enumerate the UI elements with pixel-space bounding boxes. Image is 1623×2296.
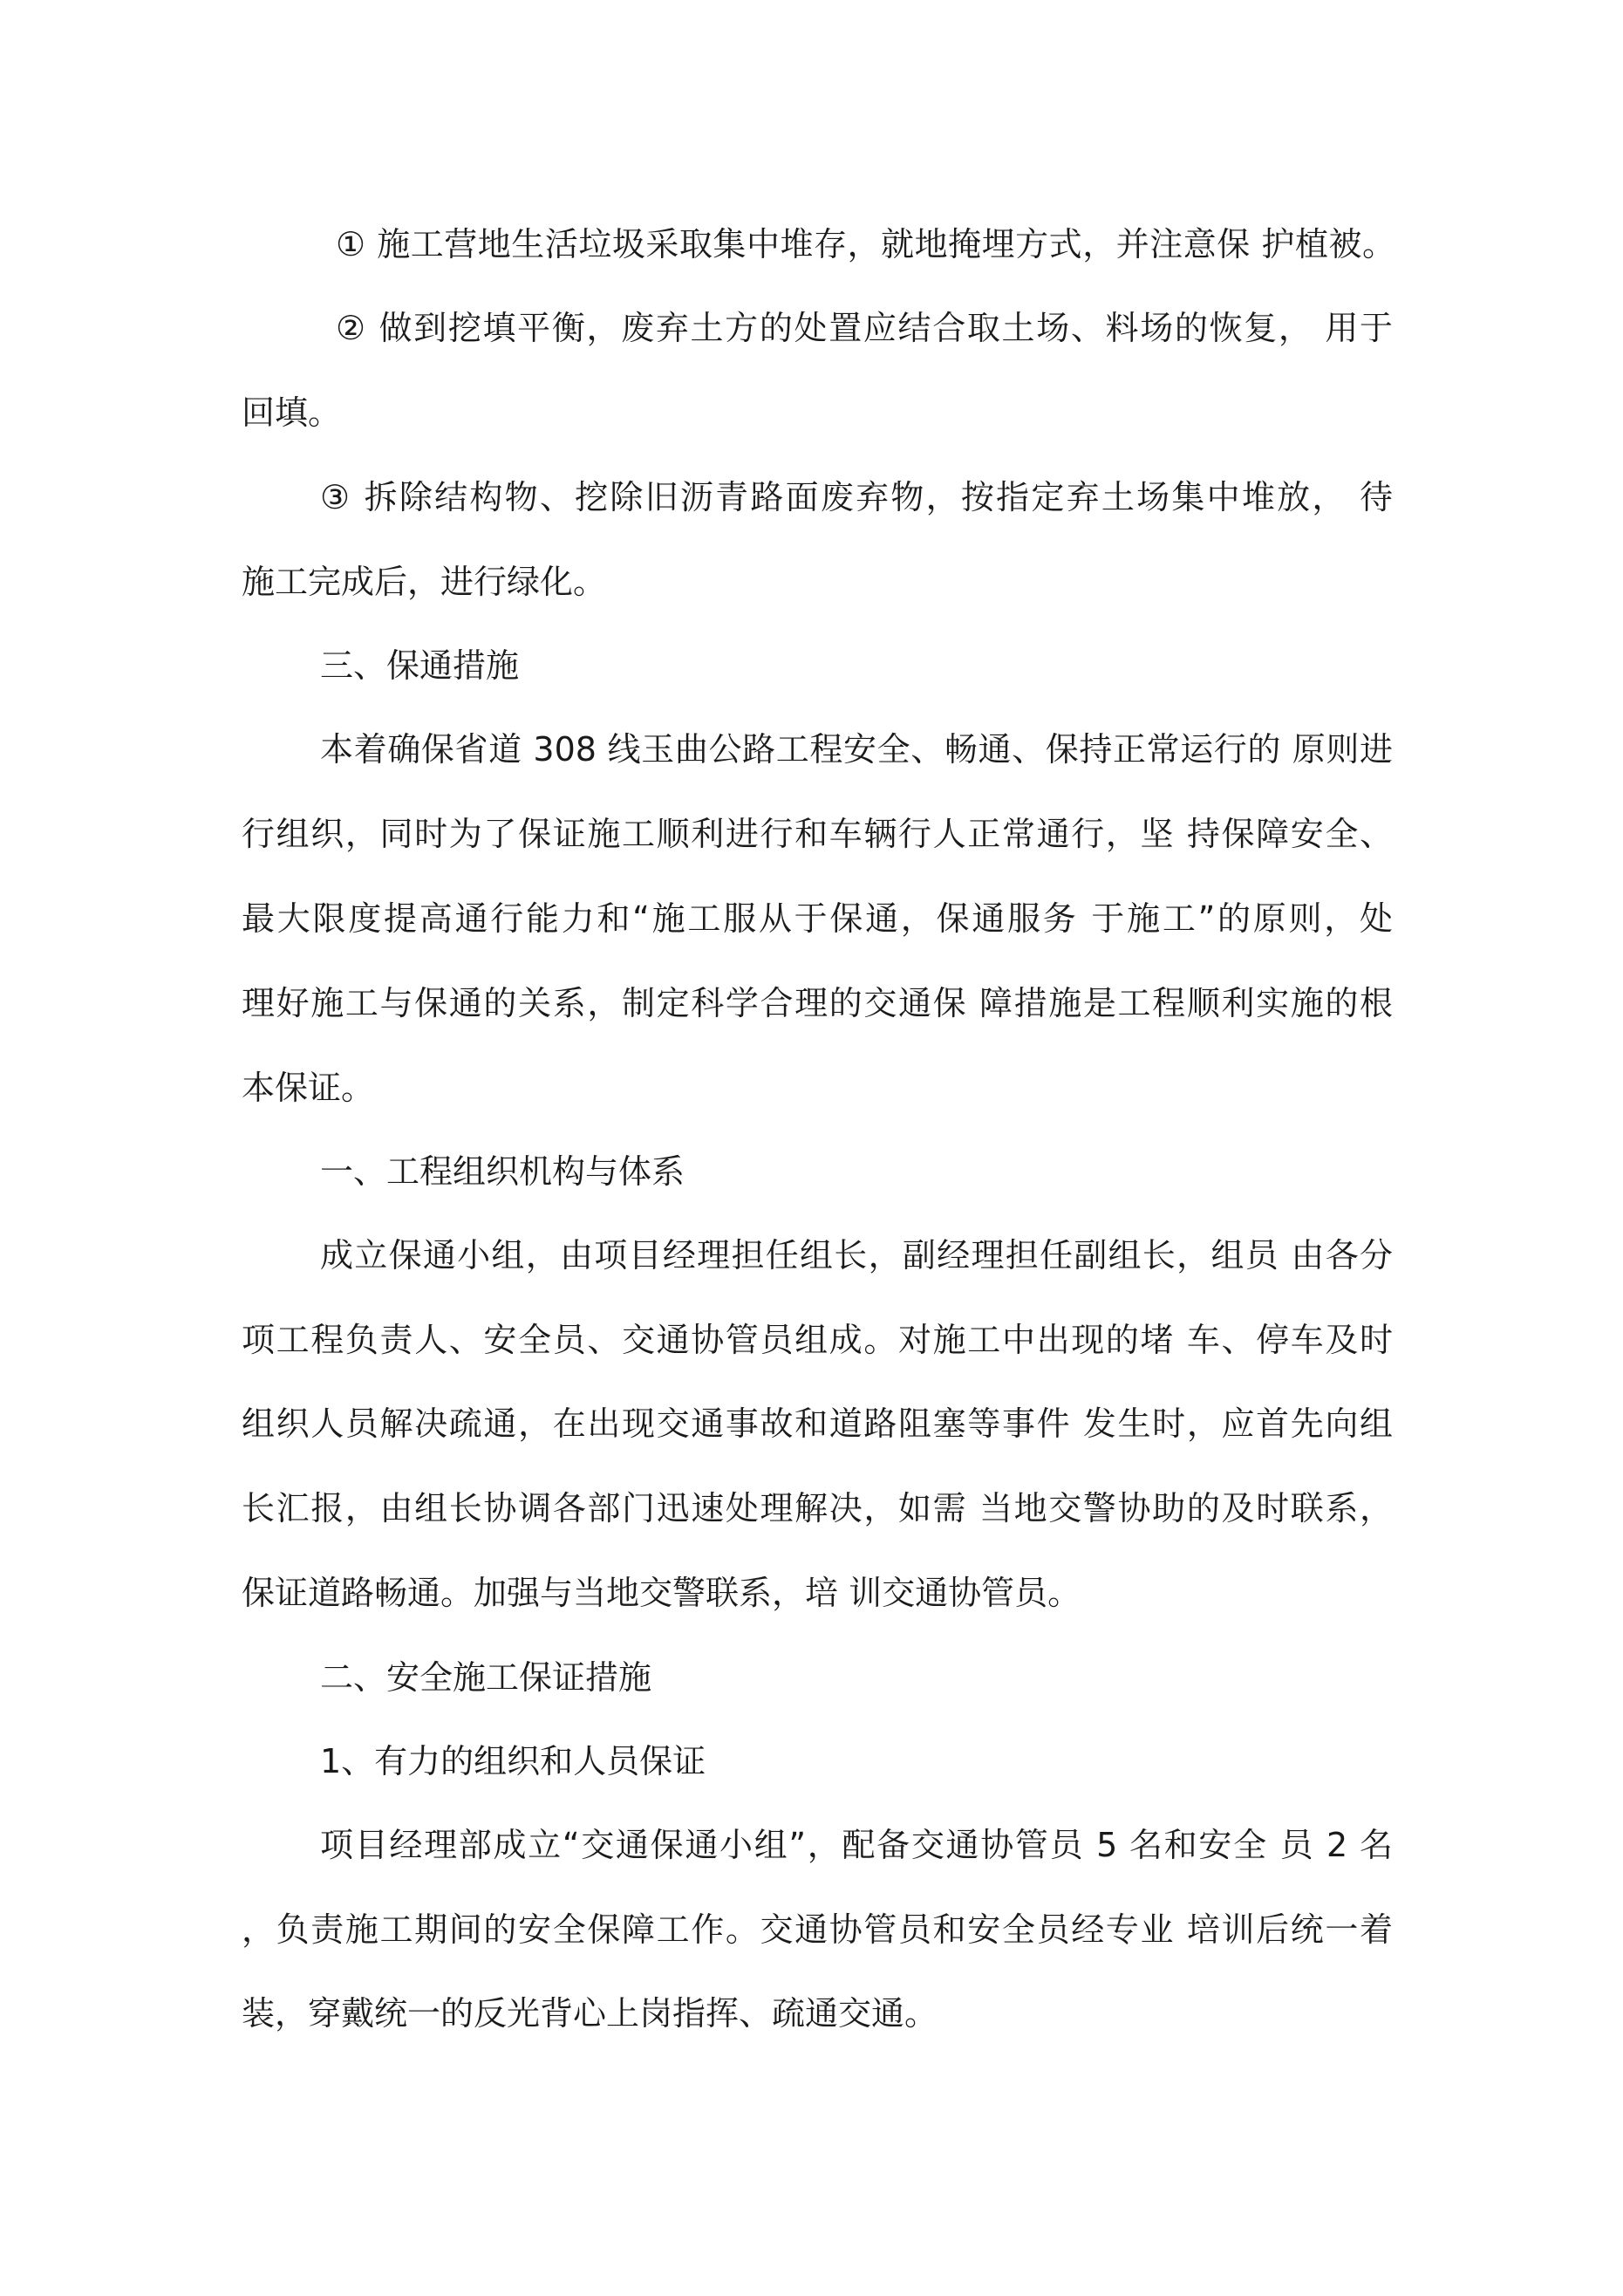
section-heading: 一、工程组织机构与体系 xyxy=(320,1152,685,1191)
paragraph-line: 理好施工与保通的关系，制定科学合理的交通保 障措施是工程顺利实施的根 xyxy=(242,984,1393,1022)
section-heading: 二、安全施工保证措施 xyxy=(320,1658,652,1697)
paragraph-line: 保证道路畅通。加强与当地交警联系，培 训交通协管员。 xyxy=(242,1574,1081,1612)
paragraph-line: 本保证。 xyxy=(242,1069,375,1107)
paragraph-line: ③ 拆除结构物、挖除旧沥青路面废弃物，按指定弃土场集中堆放， 待 xyxy=(320,478,1393,516)
paragraph-line: 组织人员解决疏通，在出现交通事故和道路阻塞等事件 发生时，应首先向组 xyxy=(242,1404,1393,1443)
paragraph-line: 项目经理部成立“交通保通小组”，配备交通协管员 5 名和安全 员 2 名 xyxy=(320,1826,1393,1864)
paragraph-line: ② 做到挖填平衡，废弃土方的处置应结合取土场、料场的恢复， 用于 xyxy=(336,309,1393,347)
paragraph-line: 项工程负责人、安全员、交通协管员组成。对施工中出现的堵 车、停车及时 xyxy=(242,1321,1393,1359)
paragraph-line: 施工完成后，进行绿化。 xyxy=(242,563,607,601)
paragraph-line: ① 施工营地生活垃圾采取集中堆存，就地掩埋方式，并注意保 护植被。 xyxy=(336,225,1395,263)
paragraph-line: 最大限度提高通行能力和“施工服从于保通，保通服务 于施工”的原则，处 xyxy=(242,899,1393,938)
paragraph-line: 装，穿戴统一的反光背心上岗指挥、疏通交通。 xyxy=(242,1994,938,2033)
paragraph-line: 行组织，同时为了保证施工顺利进行和车辆行人正常通行，坚 持保障安全、 xyxy=(242,815,1393,853)
section-heading: 三、保通措施 xyxy=(320,646,520,685)
paragraph-line: 长汇报，由组长协调各部门迅速处理解决，如需 当地交警协助的及时联系， xyxy=(242,1489,1393,1527)
subsection-heading: 1、有力的组织和人员保证 xyxy=(320,1742,706,1780)
paragraph-line: 本着确保省道 308 线玉曲公路工程安全、畅通、保持正常运行的 原则进 xyxy=(320,730,1393,769)
paragraph-line: 回填。 xyxy=(242,393,342,432)
paragraph-line: 成立保通小组，由项目经理担任组长，副经理担任副组长，组员 由各分 xyxy=(320,1236,1393,1274)
paragraph-line: ，负责施工期间的安全保障工作。交通协管员和安全员经专业 培训后统一着 xyxy=(242,1910,1393,1949)
